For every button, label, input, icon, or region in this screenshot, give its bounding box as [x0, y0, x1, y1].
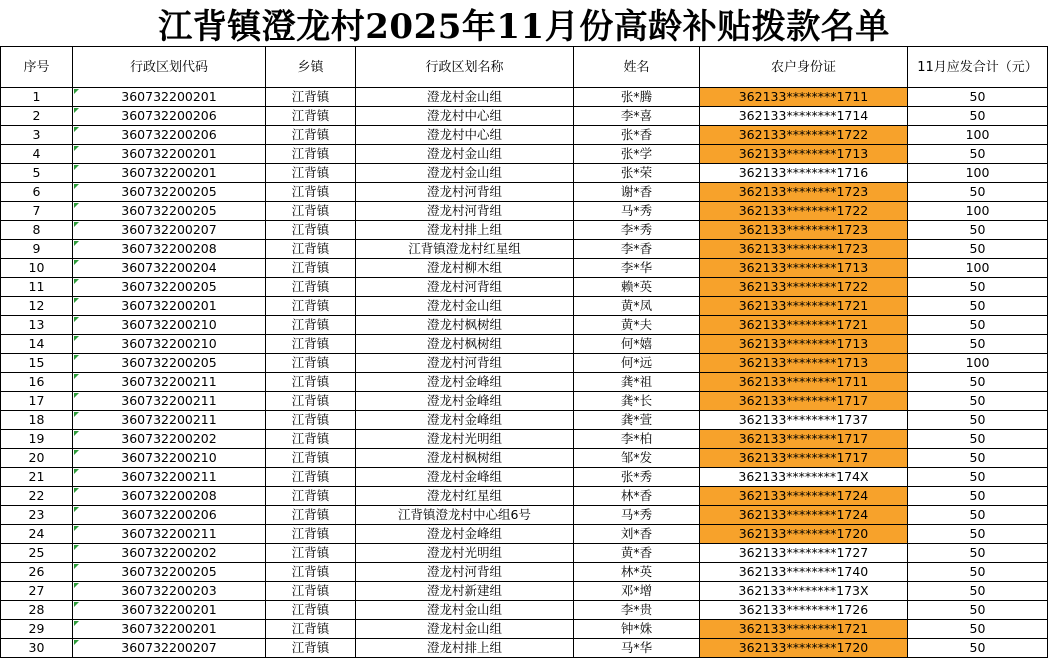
cell-town[interactable]: 江背镇	[266, 164, 356, 183]
cell-amount[interactable]: 50	[908, 487, 1048, 506]
cell-town[interactable]: 江背镇	[266, 468, 356, 487]
cell-amount[interactable]: 50	[908, 335, 1048, 354]
cell-code[interactable]: 360732200206	[73, 107, 266, 126]
cell-town[interactable]: 江背镇	[266, 316, 356, 335]
cell-name[interactable]: 邓*增	[574, 582, 700, 601]
cell-amount[interactable]: 50	[908, 601, 1048, 620]
cell-code[interactable]: 360732200205	[73, 563, 266, 582]
cell-id[interactable]: 362133********1737	[700, 411, 908, 430]
table-row[interactable]	[1, 164, 1048, 183]
cell-town[interactable]: 江背镇	[266, 240, 356, 259]
cell-town[interactable]: 江背镇	[266, 563, 356, 582]
header-amount: 11月应发合计（元）	[908, 47, 1048, 88]
cell-id[interactable]: 362133********1720	[700, 525, 908, 544]
cell-area[interactable]: 江背镇澄龙村中心组6号	[356, 506, 574, 525]
cell-area[interactable]: 澄龙村河背组	[356, 183, 574, 202]
table-row[interactable]	[1, 506, 1048, 525]
cell-seq[interactable]: 20	[1, 449, 73, 468]
cell-amount[interactable]: 50	[908, 221, 1048, 240]
cell-code[interactable]: 360732200201	[73, 620, 266, 639]
cell-seq[interactable]: 7	[1, 202, 73, 221]
cell-area[interactable]: 澄龙村金山组	[356, 164, 574, 183]
cell-code[interactable]: 360732200202	[73, 430, 266, 449]
header-id: 农户身份证	[700, 47, 908, 88]
table-row[interactable]	[1, 487, 1048, 506]
cell-name[interactable]: 李*华	[574, 259, 700, 278]
table-row[interactable]	[1, 601, 1048, 620]
cell-id[interactable]: 362133********173X	[700, 582, 908, 601]
table-body	[1, 88, 1048, 658]
cell-area[interactable]: 澄龙村中心组	[356, 107, 574, 126]
cell-area[interactable]: 澄龙村红星组	[356, 487, 574, 506]
cell-id[interactable]: 362133********1713	[700, 354, 908, 373]
header-area: 行政区划名称	[356, 47, 574, 88]
cell-seq[interactable]: 6	[1, 183, 73, 202]
cell-amount[interactable]: 50	[908, 468, 1048, 487]
cell-seq[interactable]: 19	[1, 430, 73, 449]
cell-name[interactable]: 张*学	[574, 145, 700, 164]
cell-seq[interactable]: 13	[1, 316, 73, 335]
cell-seq[interactable]: 10	[1, 259, 73, 278]
cell-area[interactable]: 澄龙村枫树组	[356, 449, 574, 468]
cell-area[interactable]: 澄龙村金峰组	[356, 373, 574, 392]
cell-name[interactable]: 赖*英	[574, 278, 700, 297]
table-row[interactable]	[1, 335, 1048, 354]
cell-name[interactable]: 张*荣	[574, 164, 700, 183]
cell-id[interactable]: 362133********1717	[700, 392, 908, 411]
cell-code[interactable]: 360732200206	[73, 506, 266, 525]
cell-town[interactable]: 江背镇	[266, 620, 356, 639]
cell-code[interactable]: 360732200211	[73, 468, 266, 487]
cell-area[interactable]: 澄龙村枫树组	[356, 316, 574, 335]
cell-id[interactable]: 362133********1713	[700, 145, 908, 164]
cell-code[interactable]: 360732200206	[73, 126, 266, 145]
cell-town[interactable]: 江背镇	[266, 525, 356, 544]
table-row[interactable]	[1, 221, 1048, 240]
table-row[interactable]	[1, 544, 1048, 563]
cell-seq[interactable]: 22	[1, 487, 73, 506]
cell-area[interactable]: 澄龙村金山组	[356, 297, 574, 316]
cell-name[interactable]: 林*英	[574, 563, 700, 582]
cell-name[interactable]: 龚*萱	[574, 411, 700, 430]
cell-town[interactable]: 江背镇	[266, 278, 356, 297]
cell-amount[interactable]: 50	[908, 183, 1048, 202]
cell-id[interactable]: 362133********1721	[700, 620, 908, 639]
cell-code[interactable]: 360732200211	[73, 373, 266, 392]
cell-name[interactable]: 李*秀	[574, 221, 700, 240]
cell-id[interactable]: 362133********1722	[700, 202, 908, 221]
cell-amount[interactable]: 100	[908, 259, 1048, 278]
cell-code[interactable]: 360732200205	[73, 183, 266, 202]
cell-id[interactable]: 362133********1724	[700, 487, 908, 506]
cell-id[interactable]: 362133********1713	[700, 335, 908, 354]
cell-seq[interactable]: 16	[1, 373, 73, 392]
cell-code[interactable]: 360732200208	[73, 487, 266, 506]
cell-name[interactable]: 李*贵	[574, 601, 700, 620]
cell-name[interactable]: 张*香	[574, 126, 700, 145]
cell-area[interactable]: 澄龙村金山组	[356, 601, 574, 620]
cell-name[interactable]: 黄*夫	[574, 316, 700, 335]
cell-amount[interactable]: 50	[908, 240, 1048, 259]
cell-name[interactable]: 张*腾	[574, 88, 700, 107]
cell-amount[interactable]: 50	[908, 297, 1048, 316]
cell-area[interactable]: 澄龙村河背组	[356, 354, 574, 373]
cell-town[interactable]: 江背镇	[266, 259, 356, 278]
cell-id[interactable]: 362133********1717	[700, 430, 908, 449]
cell-town[interactable]: 江背镇	[266, 354, 356, 373]
cell-area[interactable]: 澄龙村枫树组	[356, 335, 574, 354]
cell-seq[interactable]: 26	[1, 563, 73, 582]
cell-amount[interactable]: 50	[908, 525, 1048, 544]
cell-amount[interactable]: 100	[908, 164, 1048, 183]
cell-seq[interactable]: 18	[1, 411, 73, 430]
cell-seq[interactable]: 21	[1, 468, 73, 487]
cell-town[interactable]: 江背镇	[266, 335, 356, 354]
cell-town[interactable]: 江背镇	[266, 202, 356, 221]
cell-code[interactable]: 360732200204	[73, 259, 266, 278]
cell-code[interactable]: 360732200207	[73, 221, 266, 240]
cell-town[interactable]: 江背镇	[266, 145, 356, 164]
table-row[interactable]	[1, 430, 1048, 449]
cell-town[interactable]: 江背镇	[266, 449, 356, 468]
cell-code[interactable]: 360732200210	[73, 335, 266, 354]
cell-amount[interactable]: 50	[908, 582, 1048, 601]
cell-name[interactable]: 林*香	[574, 487, 700, 506]
cell-seq[interactable]: 28	[1, 601, 73, 620]
cell-seq[interactable]: 3	[1, 126, 73, 145]
cell-id[interactable]: 362133********1726	[700, 601, 908, 620]
cell-seq[interactable]: 24	[1, 525, 73, 544]
cell-id[interactable]: 362133********1711	[700, 88, 908, 107]
cell-amount[interactable]: 50	[908, 430, 1048, 449]
cell-town[interactable]: 江背镇	[266, 183, 356, 202]
table-row[interactable]	[1, 392, 1048, 411]
cell-code[interactable]: 360732200205	[73, 202, 266, 221]
cell-name[interactable]: 马*秀	[574, 202, 700, 221]
table-row[interactable]	[1, 411, 1048, 430]
cell-id[interactable]: 362133********1720	[700, 639, 908, 658]
cell-seq[interactable]: 27	[1, 582, 73, 601]
cell-amount[interactable]: 50	[908, 392, 1048, 411]
cell-seq[interactable]: 29	[1, 620, 73, 639]
cell-amount[interactable]: 50	[908, 449, 1048, 468]
table-row[interactable]	[1, 639, 1048, 658]
cell-seq[interactable]: 8	[1, 221, 73, 240]
cell-id[interactable]: 362133********1724	[700, 506, 908, 525]
cell-amount[interactable]: 50	[908, 88, 1048, 107]
cell-code[interactable]: 360732200211	[73, 411, 266, 430]
table-row[interactable]	[1, 297, 1048, 316]
table-row[interactable]	[1, 240, 1048, 259]
cell-area[interactable]: 澄龙村柳木组	[356, 259, 574, 278]
table-row[interactable]	[1, 259, 1048, 278]
cell-seq[interactable]: 30	[1, 639, 73, 658]
cell-town[interactable]: 江背镇	[266, 582, 356, 601]
table-row[interactable]	[1, 145, 1048, 164]
cell-area[interactable]: 澄龙村金山组	[356, 145, 574, 164]
cell-name[interactable]: 邹*发	[574, 449, 700, 468]
table-row[interactable]	[1, 525, 1048, 544]
cell-seq[interactable]: 14	[1, 335, 73, 354]
cell-id[interactable]: 362133********1722	[700, 126, 908, 145]
cell-town[interactable]: 江背镇	[266, 221, 356, 240]
table-row[interactable]	[1, 449, 1048, 468]
table-row[interactable]	[1, 563, 1048, 582]
table-row[interactable]	[1, 316, 1048, 335]
cell-code[interactable]: 360732200205	[73, 278, 266, 297]
table-row[interactable]	[1, 202, 1048, 221]
cell-id[interactable]: 362133********1721	[700, 297, 908, 316]
cell-area[interactable]: 澄龙村光明组	[356, 430, 574, 449]
cell-area[interactable]: 澄龙村排上组	[356, 639, 574, 658]
cell-name[interactable]: 马*秀	[574, 506, 700, 525]
cell-town[interactable]: 江背镇	[266, 126, 356, 145]
page-title: 江背镇澄龙村2025年11月份高龄补贴拨款名单	[158, 6, 890, 47]
cell-name[interactable]: 李*柏	[574, 430, 700, 449]
allowance-table	[0, 46, 1048, 658]
cell-town[interactable]: 江背镇	[266, 297, 356, 316]
cell-amount[interactable]: 50	[908, 544, 1048, 563]
cell-code[interactable]: 360732200207	[73, 639, 266, 658]
cell-code[interactable]: 360732200201	[73, 601, 266, 620]
cell-seq[interactable]: 23	[1, 506, 73, 525]
table-row[interactable]	[1, 582, 1048, 601]
cell-area[interactable]: 澄龙村河背组	[356, 202, 574, 221]
cell-id[interactable]: 362133********174X	[700, 468, 908, 487]
cell-town[interactable]: 江背镇	[266, 392, 356, 411]
header-code: 行政区划代码	[73, 47, 266, 88]
cell-amount[interactable]: 50	[908, 145, 1048, 164]
cell-amount[interactable]: 100	[908, 126, 1048, 145]
table-row[interactable]	[1, 107, 1048, 126]
cell-code[interactable]: 360732200211	[73, 392, 266, 411]
cell-name[interactable]: 李*喜	[574, 107, 700, 126]
cell-name[interactable]: 李*香	[574, 240, 700, 259]
cell-code[interactable]: 360732200210	[73, 316, 266, 335]
cell-town[interactable]: 江背镇	[266, 506, 356, 525]
table-row[interactable]	[1, 620, 1048, 639]
cell-name[interactable]: 黄*凤	[574, 297, 700, 316]
cell-seq[interactable]: 1	[1, 88, 73, 107]
cell-id[interactable]: 362133********1713	[700, 259, 908, 278]
cell-name[interactable]: 张*秀	[574, 468, 700, 487]
cell-name[interactable]: 钟*姝	[574, 620, 700, 639]
cell-area[interactable]: 澄龙村金峰组	[356, 411, 574, 430]
cell-code[interactable]: 360732200211	[73, 525, 266, 544]
cell-town[interactable]: 江背镇	[266, 544, 356, 563]
header-name: 姓名	[574, 47, 700, 88]
table-row[interactable]	[1, 278, 1048, 297]
cell-id[interactable]: 362133********1717	[700, 449, 908, 468]
cell-id[interactable]: 362133********1723	[700, 221, 908, 240]
cell-code[interactable]: 360732200201	[73, 297, 266, 316]
cell-id[interactable]: 362133********1740	[700, 563, 908, 582]
cell-area[interactable]: 澄龙村光明组	[356, 544, 574, 563]
cell-seq[interactable]: 25	[1, 544, 73, 563]
table-row[interactable]	[1, 126, 1048, 145]
cell-town[interactable]: 江背镇	[266, 430, 356, 449]
table-row[interactable]	[1, 354, 1048, 373]
cell-name[interactable]: 刘*香	[574, 525, 700, 544]
cell-area[interactable]: 澄龙村金峰组	[356, 468, 574, 487]
header-row	[1, 47, 1048, 88]
cell-amount[interactable]: 50	[908, 506, 1048, 525]
cell-area[interactable]: 澄龙村金山组	[356, 620, 574, 639]
cell-seq[interactable]: 15	[1, 354, 73, 373]
cell-amount[interactable]: 50	[908, 107, 1048, 126]
cell-id[interactable]: 362133********1727	[700, 544, 908, 563]
cell-amount[interactable]: 100	[908, 354, 1048, 373]
cell-amount[interactable]: 50	[908, 278, 1048, 297]
table-row[interactable]	[1, 373, 1048, 392]
cell-town[interactable]: 江背镇	[266, 639, 356, 658]
cell-id[interactable]: 362133********1714	[700, 107, 908, 126]
cell-amount[interactable]: 50	[908, 411, 1048, 430]
cell-town[interactable]: 江背镇	[266, 373, 356, 392]
cell-name[interactable]: 黄*香	[574, 544, 700, 563]
cell-area[interactable]: 澄龙村金山组	[356, 88, 574, 107]
table-row[interactable]	[1, 183, 1048, 202]
cell-seq[interactable]: 9	[1, 240, 73, 259]
cell-amount[interactable]: 100	[908, 202, 1048, 221]
cell-amount[interactable]: 50	[908, 620, 1048, 639]
cell-code[interactable]: 360732200201	[73, 145, 266, 164]
cell-seq[interactable]: 12	[1, 297, 73, 316]
cell-name[interactable]: 马*华	[574, 639, 700, 658]
cell-area[interactable]: 江背镇澄龙村红星组	[356, 240, 574, 259]
cell-name[interactable]: 龚*长	[574, 392, 700, 411]
cell-seq[interactable]: 11	[1, 278, 73, 297]
cell-amount[interactable]: 50	[908, 639, 1048, 658]
cell-seq[interactable]: 5	[1, 164, 73, 183]
cell-name[interactable]: 何*嬉	[574, 335, 700, 354]
cell-area[interactable]: 澄龙村金峰组	[356, 392, 574, 411]
cell-code[interactable]: 360732200201	[73, 164, 266, 183]
header-seq: 序号	[1, 47, 73, 88]
cell-town[interactable]: 江背镇	[266, 487, 356, 506]
cell-code[interactable]: 360732200203	[73, 582, 266, 601]
cell-code[interactable]: 360732200202	[73, 544, 266, 563]
cell-area[interactable]: 澄龙村新建组	[356, 582, 574, 601]
cell-area[interactable]: 澄龙村金峰组	[356, 525, 574, 544]
cell-code[interactable]: 360732200201	[73, 88, 266, 107]
cell-amount[interactable]: 50	[908, 316, 1048, 335]
cell-id[interactable]: 362133********1723	[700, 183, 908, 202]
cell-town[interactable]: 江背镇	[266, 411, 356, 430]
cell-code[interactable]: 360732200208	[73, 240, 266, 259]
cell-id[interactable]: 362133********1711	[700, 373, 908, 392]
cell-seq[interactable]: 4	[1, 145, 73, 164]
cell-amount[interactable]: 50	[908, 373, 1048, 392]
cell-id[interactable]: 362133********1722	[700, 278, 908, 297]
cell-area[interactable]: 澄龙村河背组	[356, 278, 574, 297]
cell-name[interactable]: 何*远	[574, 354, 700, 373]
cell-code[interactable]: 360732200205	[73, 354, 266, 373]
cell-seq[interactable]: 2	[1, 107, 73, 126]
cell-town[interactable]: 江背镇	[266, 107, 356, 126]
cell-seq[interactable]: 17	[1, 392, 73, 411]
table-row[interactable]	[1, 468, 1048, 487]
cell-id[interactable]: 362133********1716	[700, 164, 908, 183]
cell-area[interactable]: 澄龙村中心组	[356, 126, 574, 145]
cell-area[interactable]: 澄龙村排上组	[356, 221, 574, 240]
cell-id[interactable]: 362133********1721	[700, 316, 908, 335]
cell-area[interactable]: 澄龙村河背组	[356, 563, 574, 582]
cell-town[interactable]: 江背镇	[266, 88, 356, 107]
cell-name[interactable]: 龚*祖	[574, 373, 700, 392]
cell-name[interactable]: 谢*香	[574, 183, 700, 202]
header-town: 乡镇	[266, 47, 356, 88]
table-row[interactable]	[1, 88, 1048, 107]
cell-amount[interactable]: 50	[908, 563, 1048, 582]
cell-id[interactable]: 362133********1723	[700, 240, 908, 259]
cell-code[interactable]: 360732200210	[73, 449, 266, 468]
cell-town[interactable]: 江背镇	[266, 601, 356, 620]
